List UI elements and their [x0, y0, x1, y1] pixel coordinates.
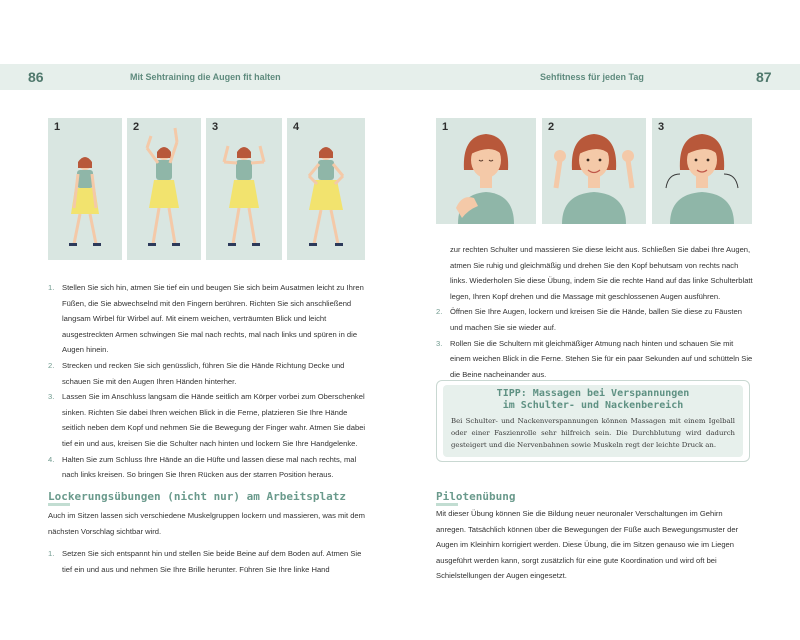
- right-steps-list: [436, 304, 754, 382]
- right-running-title: Sehfitness für jeden Tag: [540, 72, 644, 82]
- figure-stretching-up: [127, 118, 201, 260]
- figure-bending-forward: [48, 118, 122, 260]
- step-number: 3.: [436, 338, 443, 348]
- illustration-panel-r3: [652, 118, 752, 224]
- illustration-panel-r2: [542, 118, 646, 224]
- figure-shoulder-roll: [652, 118, 752, 224]
- figure-number: 3: [212, 121, 219, 133]
- step-text: Lassen Sie im Anschluss langsam die Hände seitlich am Körper vorbei zum Oberschenkel sinken. Richten Sie dabei Ihren weichen Blick in die Ferne, platzieren Sie Ihre Hände seitlich neben dem Kopf und nehmen Sie die Bewegung der Finger wahr. Atmen Sie dabei tief ein und aus, kreisen Sie die Schulter nach hinten und lockern Sie Ihre Handgelenke.: [62, 392, 366, 448]
- list-item: [48, 358, 366, 389]
- left-page-number: 86: [28, 69, 44, 85]
- figure-fists: [542, 118, 646, 224]
- step-text: Öffnen Sie Ihre Augen, lockern und kreisen Sie die Hände, ballen Sie diese zu Fäusten und machen Sie sie wieder auf.: [450, 307, 742, 332]
- tip-title-line-2: im Schulter- und Nackenbereich: [502, 400, 684, 411]
- step-number: 1.: [48, 283, 55, 292]
- tip-title-line-1: TIPP: Massagen bei Verspannungen: [496, 388, 690, 399]
- step-continuation: zur rechten Schulter und massieren Sie diese leicht aus. Schließen Sie dabei Ihre Augen, atmen Sie ruhig und gleichmäßig und drehen Sie den Kopf behutsam von rechts nach links. Wiederholen Sie diese Übung, indem Sie die rechte Hand auf das linke Schulterblatt legen, Ihren Kopf drehen und die Massage mit geschlossenen Augen ausführen.: [450, 245, 753, 301]
- section-intro: Auch im Sitzen lassen sich verschiedene Muskelgruppen lockern und massieren, was mit dem nächsten Vorschlag sichtbar wird.: [48, 511, 365, 536]
- step-text: Stellen Sie sich hin, atmen Sie tief ein und beugen Sie sich beim Ausatmen leicht zu Ihren Füßen, die Sie abwechselnd mit den Fingern berühren. Richten Sie sich anschließend langsam Wirbel für Wirbel auf. Mit einem weichen, verträumten Blick und leicht ausgestreckten Armen schwingen Sie mal nach rechts, mal nach links und spüren in die Augen hinein.: [62, 283, 364, 355]
- list-item: [48, 452, 366, 483]
- section-text-pilotenuebung: Mit dieser Übung können Sie die Bildung neuer neuronaler Verschaltungen im Gehirn anregen. Tatsächlich können über die Bewegungen der Füße auch Bewegungsmuster der Augen im Kleinhirn korrigiert werden. Diese Übung, die im Sitzen genauso wie im Liegen ausgeführt werden kann, sorgt zusätzlich für eine gute Koordination und wird oft bei Schielstellungen der Augen eingesetzt.: [436, 509, 739, 581]
- step-number: 2.: [48, 360, 55, 370]
- right-page-number: 87: [756, 69, 772, 85]
- tip-body: Bei Schulter- und Nackenverspannungen können Massagen mit einem Igelball oder einer Faszienrolle sehr hilfreich sein. Die Durchblutung wird dadurch gesteigert und die Nervenbahnen sowie Muskeln regt der leichte Druck an.: [451, 417, 735, 449]
- left-running-title: Mit Sehtraining die Augen fit halten: [130, 72, 281, 82]
- left-step-sitting: [48, 546, 366, 577]
- figure-number: 2: [548, 121, 555, 133]
- illustration-panel-3: [206, 118, 282, 260]
- figure-number: 3: [658, 121, 665, 133]
- step-text: Setzen Sie sich entspannt hin und stellen Sie beide Beine auf dem Boden auf. Atmen Sie tief ein und aus und nehmen Sie Ihre Brille herunter. Führen Sie Ihre linke Hand: [62, 549, 362, 574]
- step-number: 4.: [48, 454, 55, 464]
- list-item: [48, 389, 366, 451]
- illustration-panel-1: [48, 118, 122, 260]
- page-header-bar: [0, 64, 800, 90]
- list-item: [436, 304, 754, 335]
- left-steps-list: [48, 280, 366, 483]
- step-number: 2.: [436, 307, 443, 317]
- list-item: [48, 280, 366, 358]
- sitting-steps-list: [48, 546, 366, 577]
- illustration-panel-r1: [436, 118, 536, 224]
- tip-box-inner: [443, 385, 743, 457]
- figure-number: 2: [133, 121, 140, 133]
- figure-hands-beside-head: [206, 118, 282, 260]
- step-text: Rollen Sie die Schultern mit gleichmäßiger Atmung nach hinten und schauen Sie mit einem weichen Blick in die Ferne. Stehen Sie für ein paar Sekunden auf und schütteln Sie die Beine nacheinander aus.: [450, 338, 753, 379]
- step-text: Halten Sie zum Schluss Ihre Hände an die Hüfte und lassen diese mal nach rechts, mal nach links kreisen. So bringen Sie Ihren Rücken aus der starren Position heraus.: [62, 454, 357, 480]
- list-item: [436, 336, 754, 383]
- section-heading-lockerung: Lockerungsübungen (nicht nur) am Arbeitsplatz: [48, 490, 347, 503]
- illustration-panel-4: [287, 118, 365, 260]
- right-steps-block: [436, 242, 754, 382]
- figure-number: 1: [442, 121, 449, 133]
- step-number: 1.: [48, 549, 55, 558]
- step-number: 3.: [48, 392, 55, 402]
- figure-number: 1: [54, 121, 61, 133]
- illustration-panel-2: [127, 118, 201, 260]
- figure-shoulder-massage: [436, 118, 536, 224]
- figure-hands-on-hips: [287, 118, 365, 260]
- figure-number: 4: [293, 121, 300, 133]
- left-steps-block: [48, 280, 366, 483]
- tip-box: [436, 380, 750, 462]
- step-text: Strecken und recken Sie sich genüsslich, führen Sie die Hände Richtung Decke und schauen Sie mit den Augen Ihren Händen hinterher.: [62, 360, 345, 386]
- list-item: [48, 546, 366, 577]
- section-heading-pilotenuebung: Pilotenübung: [436, 490, 516, 503]
